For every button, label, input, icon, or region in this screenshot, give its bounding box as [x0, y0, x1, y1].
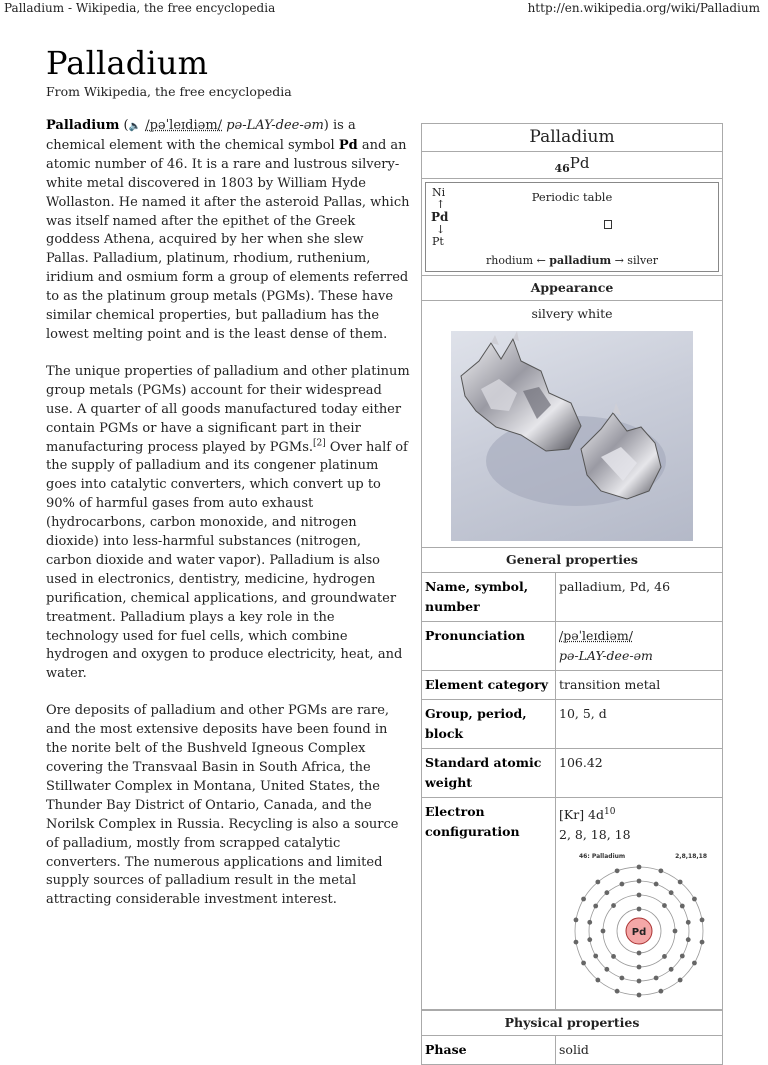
ipa-link[interactable]: /pəˈleɪdiəm/ [145, 118, 223, 133]
appearance-value: silvery white [531, 306, 613, 321]
property-key[interactable]: Pronunciation [422, 622, 556, 670]
property-row-electron-config [422, 798, 722, 1010]
bohr-electron [604, 967, 609, 972]
pronunciation-respelling: pə-LAY-dee-əm [559, 648, 653, 663]
property-key[interactable]: Standard atomic weight [422, 749, 556, 797]
paragraph-3: Ore deposits of palladium and other PGMs are rare, and the most extensive deposits have been found in the norite belt of the Bushveld Igneous Complex covering the Transvaal Basin in South Africa, the Stillwater Complex in Montana, United States, the Thunder Bay District of Ontario, Canada, and the Norilsk Complex in Russia. Recycling is also a source of palladium, mostly from scrapped catalytic converters. The numerous applications and limited supply sources of palladium result in the metal attracting considerable investment interest. [46, 703, 399, 908]
bohr-electron [595, 880, 600, 885]
property-value [556, 622, 722, 670]
bohr-model-svg [559, 859, 719, 1003]
respelling: pə-LAY-dee-əm [226, 118, 324, 133]
bohr-electron [678, 978, 683, 983]
periodic-table-label[interactable]: Periodic table [531, 190, 613, 204]
bohr-electron [593, 954, 598, 959]
bohr-electron [662, 954, 667, 959]
bohr-electron [669, 967, 674, 972]
property-value: solid [559, 1042, 589, 1058]
bohr-electron [692, 961, 697, 966]
property-row-category [422, 671, 722, 700]
property-row-pronunciation [422, 622, 722, 671]
bohr-electron [581, 897, 586, 902]
electron-config-sup: 10 [604, 807, 616, 817]
periodic-table-position-icon [604, 220, 612, 229]
bohr-electron [692, 897, 697, 902]
bohr-electron [637, 907, 642, 912]
bohr-caption: 46: Palladium [579, 853, 626, 861]
window-title: Palladium - Wikipedia, the free encyclopedia [4, 1, 276, 15]
chemical-symbol: Pd [338, 137, 358, 153]
atomic-number: 46 [554, 162, 570, 175]
property-row-phase [422, 1036, 722, 1064]
bohr-electron [637, 865, 642, 870]
electron-shells: 2, 8, 18, 18 [559, 827, 631, 843]
bohr-shell-label: 2,8,18,18 [675, 853, 707, 861]
bohr-electron [637, 893, 642, 898]
property-key[interactable]: Group, period, block [422, 700, 556, 748]
pt-element-above[interactable]: Ni [432, 186, 446, 199]
bohr-electron [658, 989, 663, 994]
bohr-electron [700, 918, 705, 923]
pt-element-current: Pd [431, 210, 449, 224]
property-key[interactable]: Element category [422, 671, 556, 699]
property-key[interactable]: Phase [422, 1036, 556, 1064]
bohr-electron [680, 954, 685, 959]
nav-prev-link[interactable]: rhodium ← [486, 254, 550, 267]
lead-close: ) is a chemical element with the chemical symbol [46, 118, 356, 153]
property-value [556, 798, 722, 1009]
bohr-nucleus-label: Pd [631, 927, 647, 939]
down-arrow-icon: ↓ [436, 223, 446, 236]
page-url: http://en.wikipedia.org/wiki/Palladium [527, 1, 760, 15]
element-navigation [426, 254, 718, 267]
general-properties-header: General properties [422, 548, 722, 573]
bohr-electron [686, 937, 691, 942]
bohr-electron [611, 954, 616, 959]
bohr-electron [620, 976, 625, 981]
bohr-electron [654, 882, 659, 887]
palladium-crystal-image[interactable] [451, 331, 693, 541]
bohr-electron [574, 940, 579, 945]
page-title: Palladium [46, 44, 209, 82]
bohr-electron [615, 989, 620, 994]
bohr-electron [615, 869, 620, 874]
article-body [46, 117, 410, 928]
element-symbol: Pd [569, 154, 590, 172]
bohr-electron [680, 904, 685, 909]
pt-element-below[interactable]: Pt [432, 235, 444, 248]
property-row-group [422, 700, 722, 749]
lead-rest: and an atomic number of 46. It is a rare and lustrous silvery-white metal discovered in 1803 by William Hyde Wollaston. He named it after the asteroid Pallas, which was itself named after the epithet of the Greek goddess Athena, acquired by her when she slew Pallas. Palladium, platinum, rhodium, ruthenium, iridium and osmium form a group of elements referred to as the platinum group metals (PGMs). These have similar chemical properties, but palladium has the lowest melting point and is the least dense of them. [46, 137, 410, 342]
bohr-electron [587, 920, 592, 925]
up-arrow-icon: ↑ [436, 198, 446, 211]
periodic-table-mini [425, 182, 719, 272]
bohr-electron [669, 890, 674, 895]
appearance-header: Appearance [422, 276, 722, 301]
bohr-electron [574, 918, 579, 923]
nav-current: palladium [549, 254, 612, 267]
appearance-cell [422, 301, 722, 548]
bohr-electron [593, 904, 598, 909]
property-value[interactable]: transition metal [559, 677, 661, 692]
bohr-electron [637, 993, 642, 998]
periodic-table-cell [422, 182, 722, 276]
para2-text-b: Over half of the supply of palladium and its congener platinum goes into catalytic converters, which convert up to 90% of harmful gases from auto exhaust (hydrocarbons, carbon monoxide, and nitrogen dioxide) into less-harmful substances (nitrogen, carbon dioxide and water vapor). Palladium is also used in electronics, dentistry, medicine, hydrogen purification, chemical applications, and groundwater treatment. Palladium plays a key role in the technology used for fuel cells, which combine hydrogen and oxygen to produce electricity, heat, and water. [46, 439, 408, 682]
bohr-electron [658, 869, 663, 874]
page-subtitle: From Wikipedia, the free encyclopedia [46, 84, 292, 99]
property-row-name [422, 573, 722, 622]
nav-next-link[interactable]: → silver [611, 254, 658, 267]
property-value: palladium, Pd, 46 [559, 579, 671, 594]
pronunciation-ipa[interactable]: /pəˈleɪdiəm/ [559, 628, 633, 643]
bohr-electron [581, 961, 586, 966]
property-key[interactable]: Electron configuration [422, 798, 556, 1009]
infobox-symbol [422, 152, 722, 179]
property-value: 106.42 [559, 755, 603, 770]
electron-config-base: [Kr] 4d [559, 807, 604, 823]
bohr-electron [611, 903, 616, 908]
bohr-electron [604, 890, 609, 895]
bohr-electron [595, 978, 600, 983]
bohr-electron [637, 965, 642, 970]
paren-open: ( [119, 118, 129, 133]
bohr-electron [637, 979, 642, 984]
infobox-title: Palladium [422, 124, 722, 152]
bohr-electron [686, 920, 691, 925]
para2-text-a: The unique properties of palladium and other platinum group metals (PGMs) account for their widespread use. A quarter of all goods manufactured today either contain PGMs or have a significant part in their manufacturing process played by PGMs. [46, 363, 410, 455]
paragraph-2 [46, 363, 410, 684]
reference-link[interactable]: [2] [313, 438, 326, 449]
bohr-electron [620, 882, 625, 887]
bohr-diagram[interactable] [559, 845, 719, 1005]
bohr-electron [637, 951, 642, 956]
physical-properties-header: Physical properties [422, 1010, 722, 1036]
property-key[interactable]: Name, symbol, number [422, 573, 556, 621]
property-value: 10, 5, d [559, 706, 607, 721]
speaker-icon[interactable]: 🔈 [128, 121, 142, 132]
paragraph-lead [46, 117, 410, 345]
bohr-electron [601, 929, 606, 934]
bohr-electron [662, 903, 667, 908]
bohr-electron [637, 879, 642, 884]
bohr-electron [587, 937, 592, 942]
infobox [421, 123, 723, 1065]
bohr-electron [654, 976, 659, 981]
property-row-weight [422, 749, 722, 798]
bohr-electron [700, 940, 705, 945]
bohr-electron [678, 880, 683, 885]
lead-term: Palladium [46, 118, 120, 133]
bohr-electron [673, 929, 678, 934]
